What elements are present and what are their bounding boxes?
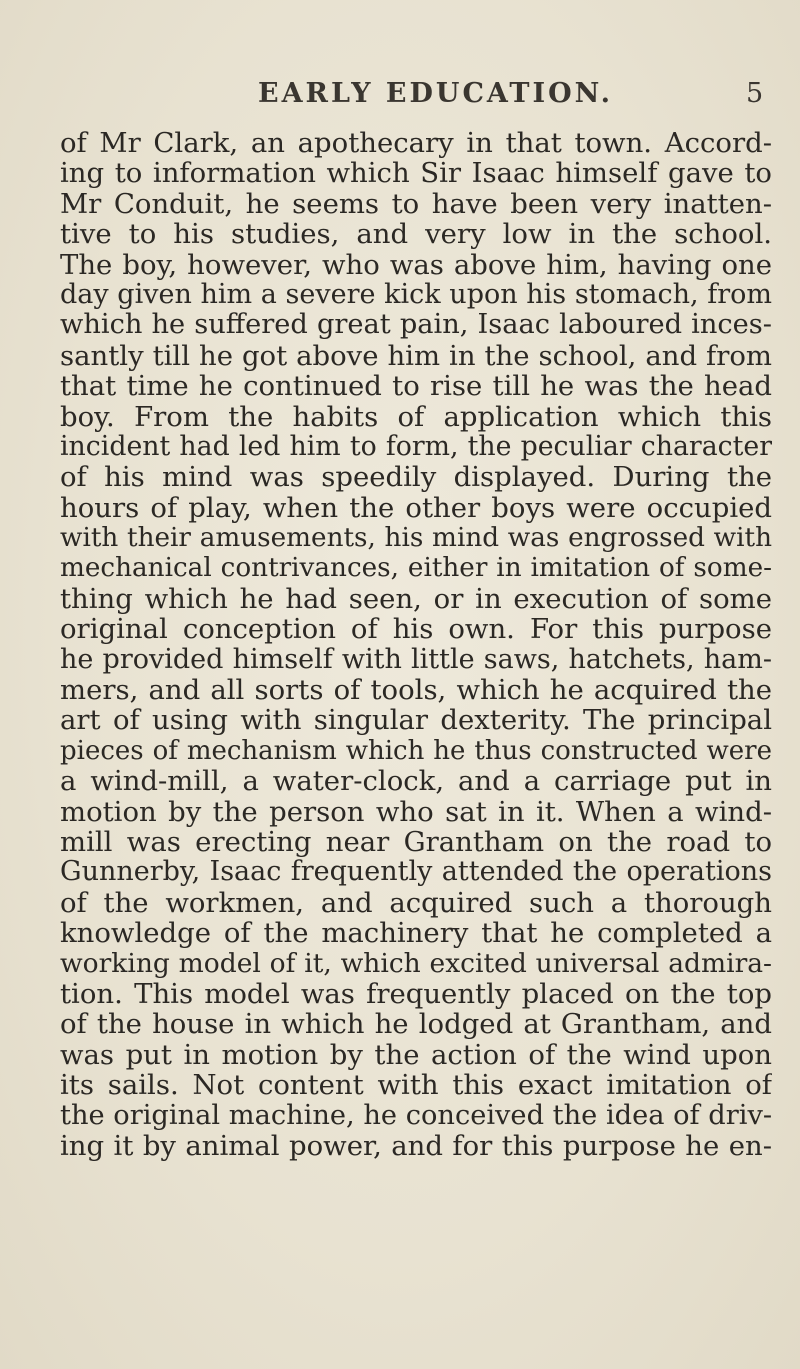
text-line: boy. From the habits of application which this: [60, 401, 772, 432]
text-line: santly till he got above him in the school, and from: [60, 340, 772, 372]
text-line: mill was erecting near Grantham on the road to: [60, 826, 772, 858]
text-line: a wind-mill, a water-clock, and a carriage put in: [60, 766, 772, 797]
text-line: of the house in which he lodged at Grantham, and: [60, 1009, 772, 1040]
text-line: of Mr Clark, an apothecary in that town. Accord-: [60, 128, 772, 159]
text-line: tion. This model was frequently placed on the top: [60, 978, 772, 1010]
text-line: mers, and all sorts of tools, which he acquired the: [60, 675, 772, 706]
text-line: its sails. Not content with this exact imitation of: [60, 1070, 772, 1101]
text-line: motion by the person who sat in it. When a wind-: [60, 796, 772, 827]
text-line: the original machine, he conceived the idea of driv-: [60, 1100, 772, 1131]
body-text: [60, 128, 772, 1161]
text-line: of the workmen, and acquired such a thorough: [60, 887, 772, 919]
running-head: [0, 78, 800, 108]
text-line: knowledge of the machinery that he completed a: [60, 918, 772, 949]
text-line: thing which he had seen, or in execution of some: [60, 583, 772, 615]
text-line: tive to his studies, and very low in the school.: [60, 219, 772, 250]
text-line: The boy, however, who was above him, having one: [60, 249, 772, 280]
text-line: was put in motion by the action of the wind upon: [60, 1039, 772, 1071]
page-number: 5: [746, 78, 764, 109]
text-line: day given him a severe kick upon his stomach, from: [60, 279, 772, 310]
text-line: he provided himself with little saws, hatchets, ham-: [60, 644, 772, 675]
text-line: ing it by animal power, and for this purpose he en-: [60, 1130, 772, 1162]
text-line: working model of it, which excited universal admira-: [60, 948, 772, 979]
text-line: original conception of his own. For this purpose: [60, 614, 772, 645]
text-line: with their amusements, his mind was engrossed with: [60, 523, 772, 554]
text-line: incident had led him to form, the peculiar character: [60, 431, 772, 462]
text-line: of his mind was speedily displayed. During the: [60, 462, 772, 493]
text-line: that time he continued to rise till he was the head: [60, 371, 772, 402]
text-line: Mr Conduit, he seems to have been very inatten-: [60, 188, 772, 220]
running-head-title: EARLY EDUCATION.: [258, 78, 613, 109]
text-line: hours of play, when the other boys were occupied: [60, 492, 772, 524]
text-line: pieces of mechanism which he thus constructed were: [60, 735, 772, 766]
text-line: ing to information which Sir Isaac himself gave to: [60, 158, 772, 189]
text-line: Gunnerby, Isaac frequently attended the operations: [60, 857, 772, 888]
text-line: which he suffered great pain, Isaac laboured inces-: [60, 310, 772, 341]
text-line: mechanical contrivances, either in imitation of some-: [60, 553, 772, 584]
text-line: art of using with singular dexterity. The principal: [60, 705, 772, 736]
